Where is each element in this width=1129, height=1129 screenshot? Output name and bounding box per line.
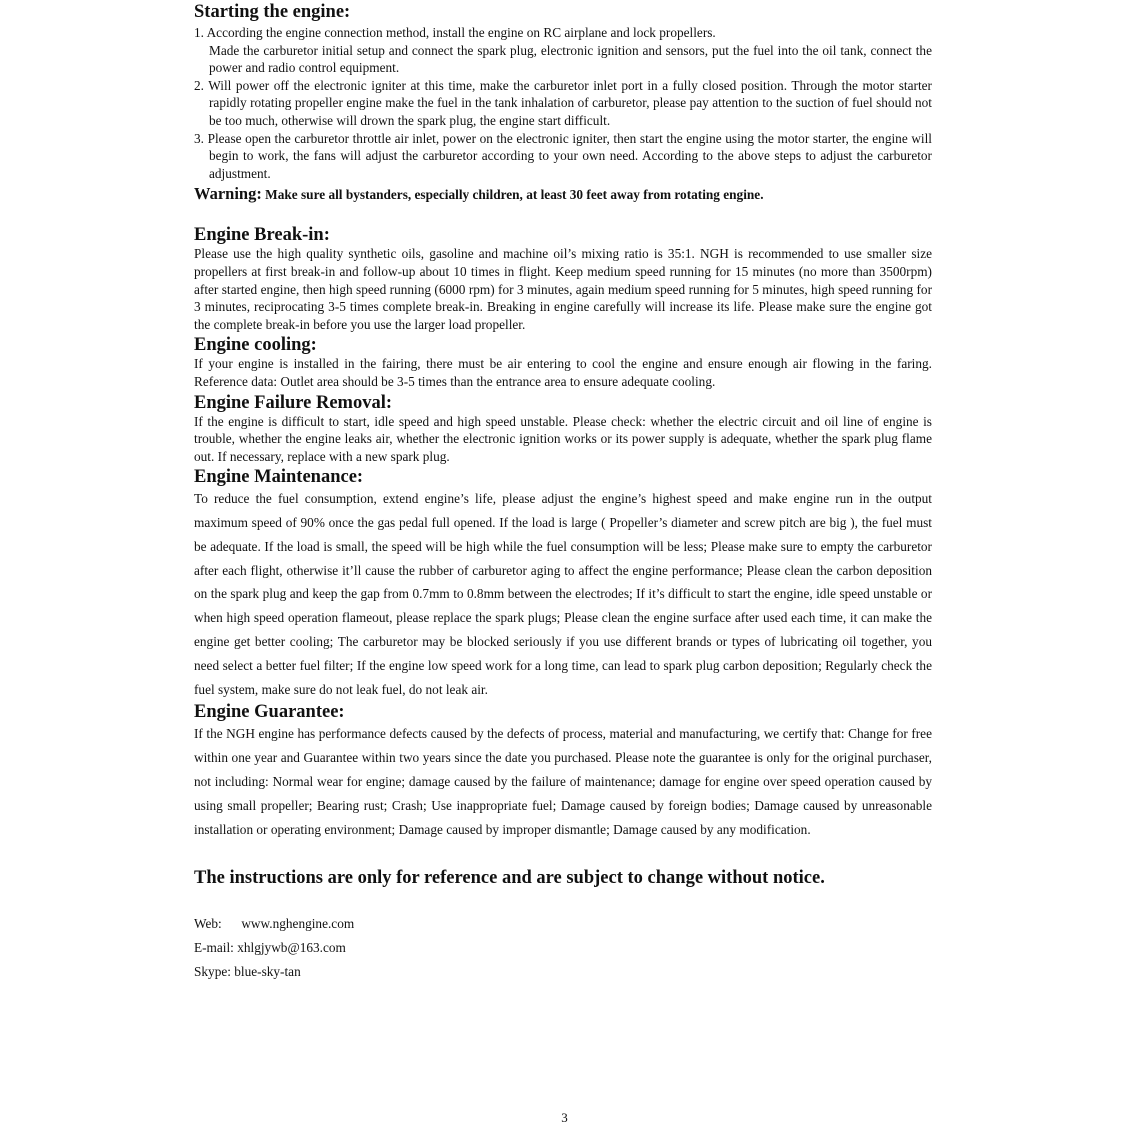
email-link[interactable]: xhlgjywb@163.com: [237, 940, 346, 956]
section-heading: Engine cooling:: [194, 335, 317, 356]
skype-label: Skype:: [194, 964, 231, 980]
list-item: 2. Will power off the electronic igniter at this time, make the carburetor inlet port in a fully closed position. Through the motor starter rapidly rotating propeller engine make the fuel in the tank inhalation of carburetor, please pay attention to the suction of fuel should not be too much, otherwise will drown the spark plug, the engine start difficult.: [194, 77, 932, 128]
web-label: Web:: [194, 916, 222, 932]
steps-list: [194, 24, 932, 182]
section-body: If your engine is installed in the fairing, there must be air entering to cool the engine and ensure enough air flowing in the faring. Reference data: Outlet area should be 3-5 times than the entrance area to ensure adequate cooling.: [194, 356, 932, 389]
section-failure-removal: [194, 393, 932, 466]
section-guarantee: [194, 702, 932, 841]
section-maintenance: [194, 467, 932, 701]
contact-skype: [194, 960, 932, 984]
section-body: If the engine is difficult to start, idle speed and high speed unstable. Please check: whether the electric circuit and oil line of engine is trouble, whether the engine leaks air, whether the electronic ignition works or its power supply is adequate, whether the spark plug flame out. If necessary, replace with a new spark plug.: [194, 413, 932, 464]
email-label: E-mail:: [194, 940, 234, 956]
warning-line: [194, 184, 932, 205]
web-link[interactable]: www.nghengine.com: [241, 916, 355, 932]
section-body: If the NGH engine has performance defects caused by the defects of process, material and manufacturing, we certify that: Change for free within one year and Guarantee within two years since the date you purchased. Please note the guarantee is only for the original purchaser, not including: Normal wear for engine; damage caused by the failure of maintenance; damage for engine over speed operation caused by using small propeller; Bearing rust; Crash; Use inappropriate fuel; Damage caused by foreign bodies; Damage caused by unreasonable installation or operating environment; Damage caused by improper dismantle; Damage caused by any modification.: [194, 726, 932, 837]
section-break-in: [194, 225, 932, 333]
disclaimer-notice: The instructions are only for reference and are subject to change without notice.: [194, 868, 825, 889]
section-starting: [194, 2, 932, 205]
skype-value: blue-sky-tan: [234, 964, 301, 980]
list-item: 3. Please open the carburetor throttle air inlet, power on the electronic igniter, then start the engine using the motor starter, the engine will begin to work, the fans will adjust the carburetor according to your own need. According to the above steps to adjust the carburetor adjustment.: [194, 130, 932, 181]
page-number: 3: [561, 1110, 568, 1125]
document-page: [194, 0, 932, 984]
section-heading: Engine Guarantee:: [194, 702, 345, 723]
warning-text: Make sure all bystanders, especially children, at least 30 feet away from rotating engine.: [261, 187, 764, 203]
step-text: 1. According the engine connection method, install the engine on RC airplane and lock propellers.: [194, 25, 716, 40]
section-heading: Engine Maintenance:: [194, 467, 364, 488]
section-cooling: [194, 335, 932, 390]
list-item: [194, 24, 932, 77]
section-body: To reduce the fuel consumption, extend engine’s life, please adjust the engine’s highest speed and make engine run in the output maximum speed of 90% once the gas pedal full opened. If the load is large ( Propeller’s diameter and screw pitch are big ), the fuel must be adequate. If the load is small, the speed will be high while the fuel consumption will be less; Please make sure to empty the carburetor after each flight, otherwise it’ll cause the rubber of carburetor aging to affect the engine performance; Please clean the carbon deposition on the spark plug and keep the gap from 0.7mm to 0.8mm between the electrodes; If it’s difficult to start the engine, idle speed unstable or when high speed operation flameout, please replace the spark plugs; Please clean the engine surface after used each time, it can make the engine get better cooling; The carburetor may be blocked seriously if you use different brands or types of lubricating oil together, you need select a better fuel filter; If the engine low speed work for a long time, can lead to spark plug carbon deposition; Regularly check the fuel system, make sure do not leak fuel, do not leak air.: [194, 491, 932, 697]
contact-block: [194, 912, 932, 983]
section-heading: Engine Break-in:: [194, 225, 330, 246]
warning-label: Warning:: [194, 184, 262, 204]
step-subtext: Made the carburetor initial setup and connect the spark plug, electronic ignition and sensors, put the fuel into the oil tank, connect the power and radio control equipment.: [209, 42, 932, 76]
contact-email: [194, 936, 932, 960]
section-heading: Engine Failure Removal:: [194, 392, 393, 413]
section-body: Please use the high quality synthetic oils, gasoline and machine oil’s mixing ratio is 35:1. NGH is recommended to use smaller size propellers at first break-in and follow-up about 10 times in flight. Keep medium speed running for 15 minutes (no more than 3500rpm) after started engine, then high speed running (6000 rpm) for 3 minutes, again medium speed running for 5 minutes, high speed running for 3 minutes, reciprocating 3-5 times complete break-in. Breaking in engine carefully will increase its life. Please make sure the engine got the complete break-in before you use the larger load propeller.: [194, 246, 932, 332]
contact-web: [194, 912, 932, 936]
section-heading: Starting the engine:: [194, 2, 351, 22]
